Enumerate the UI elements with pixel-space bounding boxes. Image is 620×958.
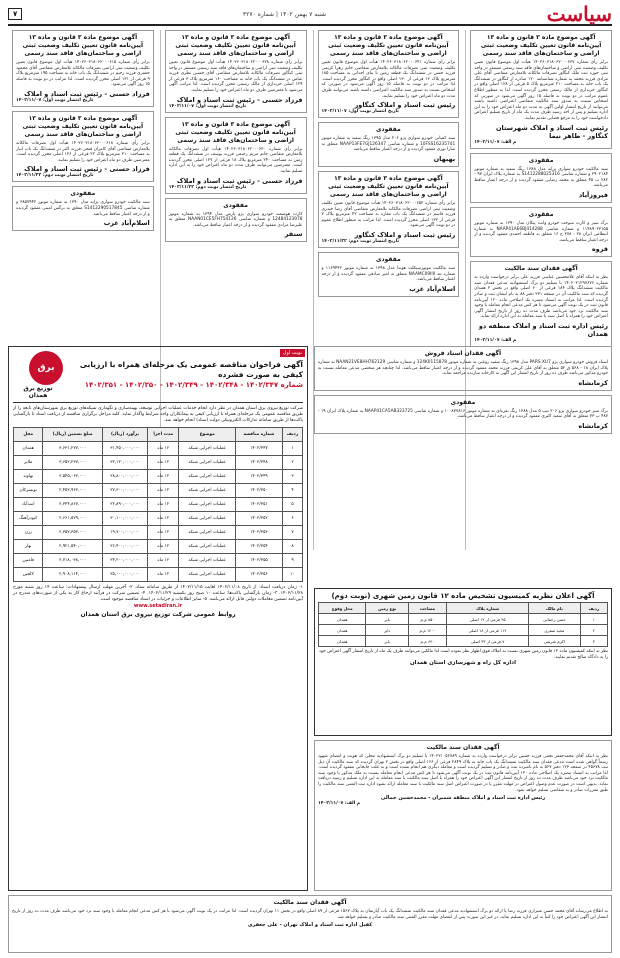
table-cell: ۵ — [282, 498, 302, 512]
table-row — [14, 554, 303, 568]
table-cell: ۲۵,۰۰۰,۰۰۰,۰۰۰ — [102, 568, 147, 582]
table-cell: ۱۴۰۲/۳۵۵ — [235, 554, 282, 568]
table-cell: ۶۴۰ م.م — [408, 636, 446, 647]
table-cell: نهاوند — [14, 470, 43, 484]
notice-signature: فیروزآباد — [578, 190, 608, 199]
notice-body: سند مالکیت موتورسیکلت هوندا مدل ۱۳۹۸ به شماره موتور ۱۱۶۹۴۴۲ و شماره تنه NAAMC09IIII متعلق به امیر صادقی مفقود گردیده و از درجه اعتبار ساقط می‌باشد. — [321, 265, 456, 283]
table-cell: ۸ — [282, 540, 302, 554]
table-cell: عملیات اجرایی شبکه — [179, 456, 235, 470]
notice-title: مفقودی — [528, 210, 554, 218]
notice-body: برابر رأی شماره ۱۴۰۲۶۰۳۱۸۰۶۲۰۰۰۶۳۰ هیأت اول تصرفات مالکانه بلامعارض متقاضی خانم مریم رحیمی فرزند یوسف در ششدانگ یک قطعه زمین به مساحت ۲۴۰ مترمربع پلاک ۱۸ فرعی از ۱۲۷ اصلی محرز گردیده است. معترضین می‌توانند ظرف مدت دو ماه اعتراض خود را به این اداره تسلیم نمایند. — [168, 146, 303, 174]
table-cell: ۱۴۰۲/۳۵۲ — [235, 512, 282, 526]
table-header: مبلغ تضمین (ریال) — [43, 428, 102, 442]
table-cell: ۱۲ ماه — [148, 526, 179, 540]
table-cell: ۱۲ ماه — [148, 484, 179, 498]
table-cell: ۱۴۰۲/۳۵۳ — [235, 526, 282, 540]
tender-advertisement — [8, 346, 308, 891]
notice-title: مفقودی — [223, 201, 248, 209]
notice-ref: تاریخ انتشار نوبت اول: ۱۴۰۲/۱۱/۰۷ — [16, 97, 94, 103]
table-cell: ۱۴۰۲/۳۵۴ — [235, 540, 282, 554]
notice-signature: بهبهان — [433, 154, 456, 163]
table-cell: دایر — [366, 625, 408, 636]
notice-title: آگهی فقدان سند مالکیت — [504, 265, 578, 273]
table-cell: عملیات اجرایی شبکه — [179, 442, 235, 456]
commission-table — [318, 602, 608, 647]
table-cell: ۱۴۰۲/۳۵۰ — [235, 484, 282, 498]
table-cell: عملیات اجرایی شبکه — [179, 526, 235, 540]
notice — [318, 252, 460, 297]
notice-body: برابر رأی شماره ۱۴۰۲۶۰۳۱۸۰۶۲۰۰۰۶۱۵ هیأت اول موضوع قانون تعیین تکلیف وضعیت ثبتی اراضی تصرفات مالکانه بلامعارض متقاضی آقای محمود جعفری فرزند رحیم در ششدانگ یک باب خانه به مساحت ۱۹۵ مترمربع پلاک ۹ فرعی از ۱۳۱ اصلی محرز گردیده است. لذا مراتب در دو نوبت به فاصله ۱۵ روز آگهی می‌شود. — [16, 60, 150, 88]
right-column-notices — [314, 346, 612, 584]
table-cell: ۲ — [282, 456, 302, 470]
table-cell: عملیات اجرایی شبکه — [179, 484, 235, 498]
table-cell: تویسرکان — [14, 484, 43, 498]
table-cell: ۲,۷۱۸,۰۳۸,۰۰۰ — [43, 554, 102, 568]
notice-body: نظر به اینکه آقای غلامحسین عباسی فرزند علی برابر درخواست وارده به شماره ۱۴۰۲۰۲۱۲۹۷۶۷۶ با تسلیم دو برگ استشهادیه مدعی فقدان سند مالکیت ششدانگ پلاک ۱۸۴ فرعی از ۶۰ اصلی واقع در بخش ۲ همدان گردیده که سند مالکیت آن در صفحه ۲۳۱ دفتر ۸۸ به نام ایشان ثبت و صادر گردیده است. لذا مراتب به استناد تبصره یک اصلاحی ماده ۱۲۰ آیین‌نامه قانون ثبت در یک نوبت آگهی می‌شود تا هر کس مدعی انجام معامله یا وجود سند مالکیت نزد خود می‌باشد ظرف مدت ده روز از تاریخ انتشار آگهی اعتراض خود را همراه با اصل سند یا سند معامله به این اداره ارائه نماید. — [474, 275, 609, 320]
notice-ref: تاریخ انتشار نوبت اول: ۱۴۰۲/۱۱/۰۷ — [321, 109, 399, 115]
newspaper-logo: سیاست — [546, 2, 612, 26]
table-cell: ۶ — [282, 512, 302, 526]
notice-title: مفقودی — [376, 126, 401, 134]
notice-signature: رئیس ثبت اسناد و املاک شهرستان کنگاور - طاهر نیما — [495, 123, 608, 140]
notice-signature: رئیس اداره ثبت اسناد و املاک منطقه دو همدان — [478, 322, 608, 339]
table-cell: عملیات اجرایی شبکه — [179, 540, 235, 554]
lost-deed-signature: رئیس اداره ثبت اسناد و املاک منطقه شمیران - محمدحسین جمالی — [380, 795, 546, 802]
notice — [314, 346, 612, 391]
table-row — [319, 614, 608, 625]
notice-title: آگهی موضوع ماده ۳ قانون و ماده ۱۳ آیین‌نامه قانون تعیین تکلیف وضعیت ثبتی اراضی و ساختمان‌های فاقد سند رسمی — [22, 34, 144, 57]
notice-body: سند مالکیت خودرو سواری پراید مدل ۱۳۹۰ به شماره موتور ۳۸۵۷۹۴۲ و شماره شاسی S1412290517845 متعلق به نرگس امینی مفقود گردیده و از درجه اعتبار ساقط می‌باشد. — [16, 200, 150, 217]
table-cell: ۴ — [282, 484, 302, 498]
table-row — [319, 636, 608, 647]
notice-signature: فرزاد حسنی - رئیس ثبت اسناد و املاک — [24, 165, 150, 174]
table-cell: ۱۱۲ فرعی از ۱۸ اصلی — [447, 625, 529, 636]
notice-body: سند کمپانی خودرو سواری پژو ۲۰۶ مدل ۱۳۹۵ رنگ سفید به شماره موتور 10FSS16235741 و شماره شاسی NAAP13FE7GJ126347 متعلق به سارا نوری مفقود گردیده و از درجه اعتبار ساقط می‌باشد. — [321, 136, 456, 153]
table-cell: اکرم شریفی — [529, 636, 581, 647]
table-cell: ۱۰ — [282, 568, 302, 582]
table-cell: ۲,۳۵۷,۳۵۳,۰۰۰ — [43, 526, 102, 540]
tender-header — [13, 351, 303, 403]
table-cell: ۱۲ ماه — [148, 470, 179, 484]
table-cell: حسن رحمانی — [529, 614, 581, 625]
table-row — [14, 470, 303, 484]
notice-signature: کرمانشاه — [578, 421, 608, 430]
table-cell: ۱۴۰۲/۳۴۸ — [235, 456, 282, 470]
notice-signature: رئیس ثبت اسناد و املاک کنگاور — [354, 101, 456, 110]
notice — [12, 111, 154, 182]
table-cell: ۱ — [282, 442, 302, 456]
power-company-logo: برق — [29, 351, 63, 385]
table-cell: ۲۸,۸۰۰,۰۰۰,۰۰۰ — [102, 470, 147, 484]
tender-notes: ۱- زمان دریافت اسناد: از تاریخ ۱۴۰۲/۱۱/۰۸ لغایت ۱۴۰۲/۱۱/۱۵ از طریق سامانه ستاد. ۲- آخرین مهلت ارسال پیشنهادات: ساعت ۱۴ روز شنبه مورخ ۱۴۰۲/۱۱/۲۸. ۳- زمان بازگشایی پاکت‌ها: ساعت ۱۰ صبح روز یکشنبه ۱۴۰۲/۱۱/۲۹. ۴- تضمین شرکت در فرآیند ارجاع کار به یکی از صورت‌های مندرج در آیین‌نامه تضمین معاملات دولتی قابل ارائه می‌باشد. ۵- سایر اطلاعات و جزئیات در اسناد مناقصه موجود است. — [13, 585, 304, 602]
table-cell: ۱۹,۷۰۰,۰۰۰,۰۰۰ — [102, 526, 147, 540]
table-cell: ۹ — [282, 554, 302, 568]
notice — [165, 117, 307, 194]
table-cell: ۲۷,۳۰۰,۰۰۰,۰۰۰ — [102, 484, 147, 498]
notice-body: برابر رأی شماره ۱۴۰۲۶۰۳۱۸۰۶۲۰۰۰۶۱۸ هیأت اول تصرفات مالکانه بلامعارض متقاضی آقای کامران فتحی فرزند اکبر در ششدانگ یک باب انبار به مساحت ۳۱۰ مترمربع پلاک ۲۲ فرعی از ۱۲۶ اصلی محرز گردیده است. معترضین ظرف دو ماه اعتراض خود را تسلیم نمایند. — [16, 140, 150, 163]
table-cell: ۲,۹۲۱,۵۴۰,۰۰۰ — [43, 540, 102, 554]
lost-deed-body: نظر به اینکه آقای محمدجعفر نجفی فرزند حسین برابر درخواست وارده به شماره ۱۴۰۲۲۱۰۵۶۷۸۹ با تسلیم دو برگ استشهادیه محلی که هویت و امضای شهود رسماً گواهی شده است مدعی فقدان سند مالکیت ششدانگ یک باب خانه به پلاک ۲۸۴۹ فرعی از ۱۶۶ اصلی واقع در بخش ۲ تهران گردیده که سند مالکیت آن ذیل ثبت ۴۵۶۷۸ در صفحه ۱۲۳ دفتر ۵۶۷ به نام نامبرده ثبت و صادر و تسلیم گردیده است و معامله دیگری هم انجام نشده است و به علت جابجایی مفقود گردیده است. لذا مراتب به استناد تبصره یک اصلاحی ماده ۱۲۰ آیین‌نامه قانون ثبت در یک نوبت آگهی می‌شود تا هر کس مدعی انجام معامله نسبت به ملک مذکور یا وجود سند مالکیت نزد خود می‌باشد ظرف مدت ده روز از تاریخ انتشار این آگهی اعتراض خود را همراه با اصل سند مالکیت یا سند معامله به این اداره تسلیم و رسید دریافت نماید. بدیهی است در صورت عدم وصول اعتراض در مهلت مقرر یا در صورت اعتراض اصل سند مالکیت یا سند معامله ارائه نشود اداره ثبت المثنی سند مالکیت را طبق مقررات صادر و به متقاضی تسلیم خواهد نمود. — [318, 754, 609, 793]
notice-body: کارت هوشمند خودرو سواری پژو پارس مدل ۱۳۹۴ به شماره موتور 12484123978 و شماره شاسی NAAN01CE5FH754126 متعلق به علیرضا مرادی مفقود گردیده و از درجه اعتبار ساقط می‌باشد. — [168, 211, 303, 228]
table-cell: فامنین — [14, 554, 43, 568]
notice — [314, 395, 612, 434]
notice-body: برابر رأی شماره ۱۴۰۲۶۰۳۱۸۰۶۲۰۰۰۶۲۸ هیأت اول موضوع قانون تعیین تکلیف وضعیت ثبتی اراضی و ساختمان‌های فاقد سند رسمی مستقر در واحد ثبتی کنگاور تصرفات مالکانه بلامعارض متقاضی آقای حسین نظری فرزند عباس در ششدانگ یک باب خانه به مساحت ۱۶۰ مترمربع پلاک ۳ فرعی از ۱۲۹ اصلی خریداری از مالک رسمی محرز گردیده است. لذا مراتب آگهی می‌شود تا معترضین ظرف دو ماه اعتراض خود را تسلیم نمایند. — [168, 60, 303, 93]
notice-signature: اسلام‌آباد غرب — [103, 219, 150, 228]
notice-signature: اسلام‌آباد غرب — [409, 284, 456, 293]
table-row — [14, 484, 303, 498]
lost-deed-title: آگهی فقدان سند مالکیت — [426, 744, 500, 751]
table-header: شماره مناقصه — [235, 428, 282, 442]
table-cell: عملیات اجرایی شبکه — [179, 470, 235, 484]
table-cell: همدان — [319, 625, 366, 636]
tender-intro: شرکت توزیع نیروی برق استان همدان در نظر دارد انجام خدمات عملیات اجرایی توسعه، بهینه‌سازی و نگهداری شبکه‌های توزیع برق شهرستان‌های تابعه را از طریق مناقصه عمومی یک مرحله‌ای همراه با ارزیابی کیفی به پیمانکاران واجد شرایط واگذار نماید. کلیه مراحل برگزاری مناقصه از دریافت اسناد تا بازگشایی پاکت‌ها از طریق سامانه تدارکات الکترونیکی دولت (ستاد) انجام خواهد شد. — [13, 406, 303, 423]
notice-body: برابر رأی شماره ۱۴۰۲۶۰۳۱۸۰۶۲۰۰۰۶۵۲ هیأت موضوع قانون تعیین تکلیف وضعیت ثبتی اراضی تصرفات مالکانه بلامعارض متقاضی آقای رضا حیدری فرزند قاسم در ششدانگ یک باب مغازه به مساحت ۴۲ مترمربع پلاک ۷ فرعی از ۱۳۲ اصلی محرز گردیده است. لذا مراتب به منظور اطلاع عموم در دو نوبت آگهی می‌شود. — [321, 200, 456, 229]
notice — [12, 186, 154, 231]
table-cell: ۱۲ ماه — [148, 568, 179, 582]
page-number: ۷ — [8, 8, 22, 20]
company-name: توزیع برق همدان — [23, 385, 53, 399]
issue-info: شنبه ۷ بهمن ۱۴۰۲ | شماره ۳۲۷۰ — [242, 10, 327, 18]
table-header: مدت اجرا — [148, 428, 179, 442]
table-row — [14, 526, 303, 540]
table-cell: ۱۴۰۲/۳۴۷ — [235, 442, 282, 456]
table-cell: ۲۲,۸۹۰,۰۰۰,۰۰۰ — [102, 498, 147, 512]
notice-body: برگ سبز و کارت سوخت خودرو وانت پیکان مدل ۱۳۹۰ به شماره موتور ۱۱۴۸۹۰۲۳۱۵۵ و شماره شاسی NAAP41AE6BJ414288 به شماره انتظامی ایران ۳۸ - ۳۷۸ ج ۱۶ متعلق به فاطمه احمدی مفقود گردیده و از درجه اعتبار ساقط می‌باشد. — [474, 220, 609, 243]
lost-deed-notice — [314, 740, 612, 891]
notice-ref: تاریخ انتشار نوبت دوم: ۱۴۰۲/۱۱/۲۲ — [168, 184, 247, 190]
table-cell: عملیات اجرایی شبکه — [179, 568, 235, 582]
table-row — [319, 625, 608, 636]
table-cell: همدان — [14, 442, 43, 456]
notice-body: سند مالکیت خودرو سواری پراید مدل ۱۳۸۸ رنگ سفید به شماره موتور ۲۹۰۲۱۸۴ و شماره شاسی S1412288025316 به شماره پلاک ایران ۹۷ - ۲۸۲ ب ۴۵ متعلق به محمد رضایی مفقود گردیده و از درجه اعتبار ساقط می‌باشد. — [474, 166, 609, 189]
footer-body: به اطلاع می‌رساند آقای محمد حسن شیرازی فرزند رضا با ارائه دو برگ استشهادیه مدعی فقدان سند مالکیت ششدانگ یک باب آپارتمان به پلاک ۱۵۶۷ فرعی از ۸۹ اصلی واقع در بخش ۱۱ تهران گردیده است. لذا مراتب در یک نوبت آگهی می‌شود تا هر کس مدعی انجام معامله یا وجود سند نزد خود می‌باشد ظرف مدت ده روز از تاریخ انتشار این آگهی اعتراض خود را کتباً به این اداره تسلیم نماید، در غیر این صورت پس از انقضای مهلت مقرر المثنی سند مالکیت صادر و تسلیم خواهد شد. — [12, 909, 608, 920]
table-header: محل وقوع — [319, 603, 366, 614]
table-cell: ۴۵ فرعی از ۱۲ اصلی — [447, 614, 529, 625]
table-cell: بایر — [366, 614, 408, 625]
table-header: محل — [14, 428, 43, 442]
table-cell: عملیات اجرایی شبکه — [179, 498, 235, 512]
notice-ref: تاریخ انتشار نوبت دوم: ۱۴۰۲/۱۱/۲۲ — [321, 238, 400, 244]
notice — [470, 153, 612, 203]
page-header — [8, 4, 612, 26]
table-cell: ۳۰,۱۰۰,۰۰۰,۰۰۰ — [102, 512, 147, 526]
table-cell: ۱۲ ماه — [148, 456, 179, 470]
notice — [470, 207, 612, 257]
notice-ref: م الف: ۱۴۰۲/۱۱/۰۷ — [474, 139, 517, 145]
notice-signature: سنقر — [284, 230, 303, 239]
notice — [470, 30, 612, 149]
table-header: موضوع — [179, 428, 235, 442]
tender-website[interactable]: www.setadiran.ir — [133, 603, 183, 609]
table-cell: عملیات اجرایی شبکه — [179, 554, 235, 568]
notice-signature: فرزاد حسنی - رئیس ثبت اسناد و املاک — [176, 95, 303, 104]
notice-title: آگهی موضوع ماده ۳ قانون و ماده ۱۳ آیین‌نامه قانون تعیین تکلیف وضعیت ثبتی اراضی و ساختمان‌های فاقد سند رسمی — [22, 114, 144, 138]
table-cell: ۱۲ ماه — [148, 512, 179, 526]
table-cell: ۳۱,۴۵۰,۰۰۰,۰۰۰ — [102, 442, 147, 456]
table-cell: ۳,۶۳۱,۲۷۷,۰۰۰ — [43, 442, 102, 456]
notice-title: آگهی موضوع ماده ۳ قانون و ماده ۱۳ آیین‌نامه قانون تعیین تکلیف وضعیت ثبتی اراضی و ساختمان‌های فاقد سند رسمی — [328, 174, 449, 198]
notice — [318, 122, 460, 167]
notice-title: آگهی موضوع ماده ۳ قانون و ماده ۱۳ آیین‌نامه قانون تعیین تکلیف وضعیت ثبتی اراضی و ساختمان‌های فاقد سند رسمی — [328, 34, 449, 57]
table-cell: ۲۴,۲۰۰,۰۰۰,۰۰۰ — [102, 554, 147, 568]
notice-ref: م الف: ۱۴۰۲/۱۱/۰۷ — [474, 338, 517, 344]
commission-notice — [314, 588, 612, 736]
notice-body: برابر رأی شماره ۱۴۰۲۶۰۳۱۸۰۶۲۰۰۰۶۴۱ هیأت اول موضوع قانون تعیین تکلیف وضعیت ثبتی تصرفات مالکانه بلامعارض متقاضی خانم زهرا کریمی فرزند حسن در ششدانگ یک قطعه زمین با بنای احداثی به مساحت ۱۸۵ مترمربع پلاک ۱۲ فرعی از ۱۳۰ اصلی واقع در کنگاور محرز گردیده است. لذا مراتب در دو نوبت به فاصله ۱۵ روز آگهی می‌شود در صورتی که اشخاص نسبت به صدور سند مالکیت اعتراضی داشته باشند می‌توانند ظرف مدت دو ماه اعتراض خود را تسلیم نمایند. — [321, 60, 456, 99]
table-header: ردیف — [580, 603, 607, 614]
table-row — [14, 498, 303, 512]
table-cell: ۲,۳۴۴,۸۶۷,۰۰۰ — [43, 498, 102, 512]
table-cell: ۱۴۰۲/۳۴۹ — [235, 470, 282, 484]
table-header: ردیف — [282, 428, 302, 442]
notice-title: مفقودی — [376, 255, 401, 263]
notice-ref: تاریخ انتشار نوبت اول: ۱۴۰۲/۱۱/۰۷ — [168, 103, 247, 109]
notice-signature: فرزاد حسنی - رئیس ثبت اسناد و املاک — [24, 89, 150, 98]
table-cell: ۱۴۰۲/۳۵۱ — [235, 498, 282, 512]
table-cell: ۷ — [282, 526, 302, 540]
notice-title: آگهی فقدان اسناد فروش — [424, 350, 502, 357]
tender-title: آگهی فراخوان مناقصه عمومی یک مرحله‌ای همراه با ارزیابی کیفی به صورت فشرده — [79, 360, 303, 379]
table-cell: ۲۶,۴۰۰,۰۰۰,۰۰۰ — [102, 540, 147, 554]
table-cell: همدان — [319, 614, 366, 625]
table-cell: بهار — [14, 540, 43, 554]
table-cell: ۲,۶۶۱,۵۲۹,۰۰۰ — [43, 512, 102, 526]
table-cell: کبودرآهنگ — [14, 512, 43, 526]
tender-signature: روابط عمومی شرکت توزیع نیروی برق استان همدان — [80, 611, 236, 618]
table-cell: ۱۲۰۰ م.م — [408, 625, 446, 636]
table-cell: ملایر — [14, 456, 43, 470]
notice-body: برگ سبز خودرو سواری پژو ۲۰۶ تیپ ۵ مدل ۱۳۸۸ رنگ نقره‌ای به شماره موتور ۱۰۰۸۷۷۸۱۶ و شماره شاسی NAAP41CA5AB323725 به شماره پلاک ایران ۱۹ - ۴۸۷ ب ۷۳ متعلق به آقای سعید اکبری مفقود گردیده و از درجه اعتبار ساقط می‌باشد. — [318, 408, 608, 420]
table-cell: لالجین — [14, 568, 43, 582]
table-cell: ۳۲,۱۲۰,۰۰۰,۰۰۰ — [102, 456, 147, 470]
table-cell: عملیات اجرایی شبکه — [179, 512, 235, 526]
table-cell: ۱۲ ماه — [148, 540, 179, 554]
notice-signature: کرمانشاه — [578, 378, 608, 387]
footer-notice — [8, 895, 612, 953]
table-cell: ۱۲ ماه — [148, 554, 179, 568]
commission-title: آگهی اعلان نظریه کمیسیون تشخیص ماده ۱۲ قانون زمین شهری (نوبت دوم) — [331, 592, 595, 600]
table-cell: ۸۵۰ م.م — [408, 614, 446, 625]
table-cell: ۳,۶۵۲,۲۳۷,۰۰۰ — [43, 456, 102, 470]
table-cell: ۲ — [580, 625, 607, 636]
lost-deed-ref: م الف: ۱۴۰۲/۱۱/۰۷ — [318, 801, 361, 807]
table-row — [14, 568, 303, 582]
table-header: نوع زمین — [366, 603, 408, 614]
table-header: برآورد (ریال) — [102, 428, 147, 442]
notice-title: مفقودی — [528, 156, 554, 164]
tender-numbers: شماره ۱۴۰۲/۳۴۷ - ۱۴۰۲/۳۴۸ - ۱۴۰۲/۳۴۹ - ۱۴۰۲/۳۵۰ - ۱۴۰۲/۳۵۱ — [84, 381, 303, 389]
table-cell: بایر — [366, 636, 408, 647]
table-cell: ۲,۴۵۳,۹۶۳,۰۰۰ — [43, 484, 102, 498]
table-cell: ۳ — [282, 470, 302, 484]
footer-title: آگهی فقدان سند مالکیت — [273, 899, 347, 906]
table-header: مساحت — [408, 603, 446, 614]
table-cell: رزن — [14, 526, 43, 540]
commission-signature: اداره کل راه و شهرسازی استان همدان — [409, 660, 517, 667]
notice — [165, 198, 307, 243]
table-cell: ۳ — [580, 636, 607, 647]
table-cell: ۲,۹۰۸,۱۱۴,۰۰۰ — [43, 568, 102, 582]
table-row — [14, 456, 303, 470]
notice-body: اسناد فروش خودرو سواری پژو PARS XU7 مدل ۱۳۹۸ رنگ سفید روغنی به شماره موتور 124K0115878 و شماره شاسی NAAN21VE8HH762129 به شماره پلاک ایران ۱۸ - ۵۶۸ ق ۵۲ متعلق به آقای علی کریمی فرزند محمد مفقود گردیده و از درجه اعتبار ساقط می‌باشد. لذا چنانچه هر شخصی مدعی معامله نسبت به خودرو مذکور می‌باشد ظرف ده روز از تاریخ انتشار این آگهی به کارخانه سازنده مراجعه نماید. — [318, 360, 608, 377]
notice — [318, 30, 460, 118]
table-row — [14, 512, 303, 526]
tender-table — [13, 427, 303, 582]
notice-title: مفقودی — [70, 190, 96, 198]
table-header: شماره پلاک — [447, 603, 529, 614]
table-cell: ۱ — [580, 614, 607, 625]
notice — [318, 171, 460, 248]
notice — [165, 30, 307, 113]
table-cell: همدان — [319, 636, 366, 647]
table-cell: اسدآباد — [14, 498, 43, 512]
table-cell: ۳,۵۴۵,۰۶۲,۰۰۰ — [43, 470, 102, 484]
notice-signature: قروه — [591, 245, 608, 254]
tender-badge: نوبت اول — [280, 349, 305, 357]
notice-signature: رئیس ثبت اسناد و املاک کنگاور — [354, 230, 456, 239]
table-row — [14, 540, 303, 554]
table-cell: ۷ فرعی از ۳۳ اصلی — [447, 636, 529, 647]
notice-ref: تاریخ انتشار نوبت دوم: ۱۴۰۲/۱۱/۲۲ — [16, 173, 94, 179]
footer-signature: کفیل اداره ثبت اسناد و املاک تهران - علی جعفری — [247, 922, 373, 929]
table-cell: ۱۲ ماه — [148, 498, 179, 512]
notice-title: آگهی موضوع ماده ۳ قانون و ماده ۱۳ آیین‌نامه قانون تعیین تکلیف وضعیت ثبتی اراضی و ساختمان‌های فاقد سند رسمی — [480, 34, 602, 57]
table-cell: ۱۲ ماه — [148, 442, 179, 456]
notice-body: برابر رأی شماره ۱۴۰۲۶۰۳۱۸۰۶۲۰۰۰۶۳۷ هیأت اول موضوع قانون تعیین تکلیف وضعیت ثبتی اراضی و ساختمان‌های فاقد سند رسمی مستقر در واحد ثبتی حوزه ثبت ملک کنگاور تصرفات مالکانه بلامعارض متقاضی آقای علی مرادی فرزند محمد به شماره شناسنامه ۱۲۰ صادره از کنگاور در ششدانگ یک باب خانه به مساحت ۲۱۰ مترمربع پلاک ۵ فرعی از ۱۲۸ اصلی واقع در کنگاور خریداری از مالک رسمی محرز گردیده است. لذا به منظور اطلاع عموم مراتب در دو نوبت به فاصله ۱۵ روز آگهی می‌شود در صورتی که اشخاص نسبت به صدور سند مالکیت متقاضی اعتراضی داشته باشند می‌توانند از تاریخ انتشار اولین آگهی به مدت دو ماه اعتراض خود را به این اداره تسلیم و پس از اخذ رسید ظرف مدت یک ماه از تاریخ تسلیم اعتراض دادخواست خود را به مرجع قضایی تقدیم نمایند. — [474, 60, 609, 121]
notice-title: مفقودی — [450, 398, 476, 406]
notice-title: آگهی موضوع ماده ۳ قانون و ماده ۱۳ آیین‌نامه قانون تعیین تکلیف وضعیت ثبتی اراضی و ساختمان‌های فاقد سند رسمی — [175, 34, 296, 57]
table-cell: ۱۴۰۲/۳۵۶ — [235, 568, 282, 582]
notice — [470, 261, 612, 347]
notice-signature: فرزاد حسنی - رئیس ثبت اسناد و املاک — [176, 176, 303, 185]
notice — [12, 30, 154, 107]
table-header: نام مالک — [529, 603, 581, 614]
table-row — [14, 442, 303, 456]
notice-title: آگهی موضوع ماده ۳ قانون و ماده ۱۳ آیین‌نامه قانون تعیین تکلیف وضعیت ثبتی اراضی و ساختمان‌های فاقد سند رسمی — [175, 120, 296, 144]
table-cell: مجید صفری — [529, 625, 581, 636]
commission-text: نظر به اینکه کمیسیون ماده ۱۲ قانون زمین شهری نسبت به املاک فوق اظهار نظر نموده است لذا مالکین می‌توانند ظرف یک ماه از تاریخ انتشار آگهی اعتراض خود را به دادگاه صالح تقدیم نمایند. — [319, 649, 608, 660]
